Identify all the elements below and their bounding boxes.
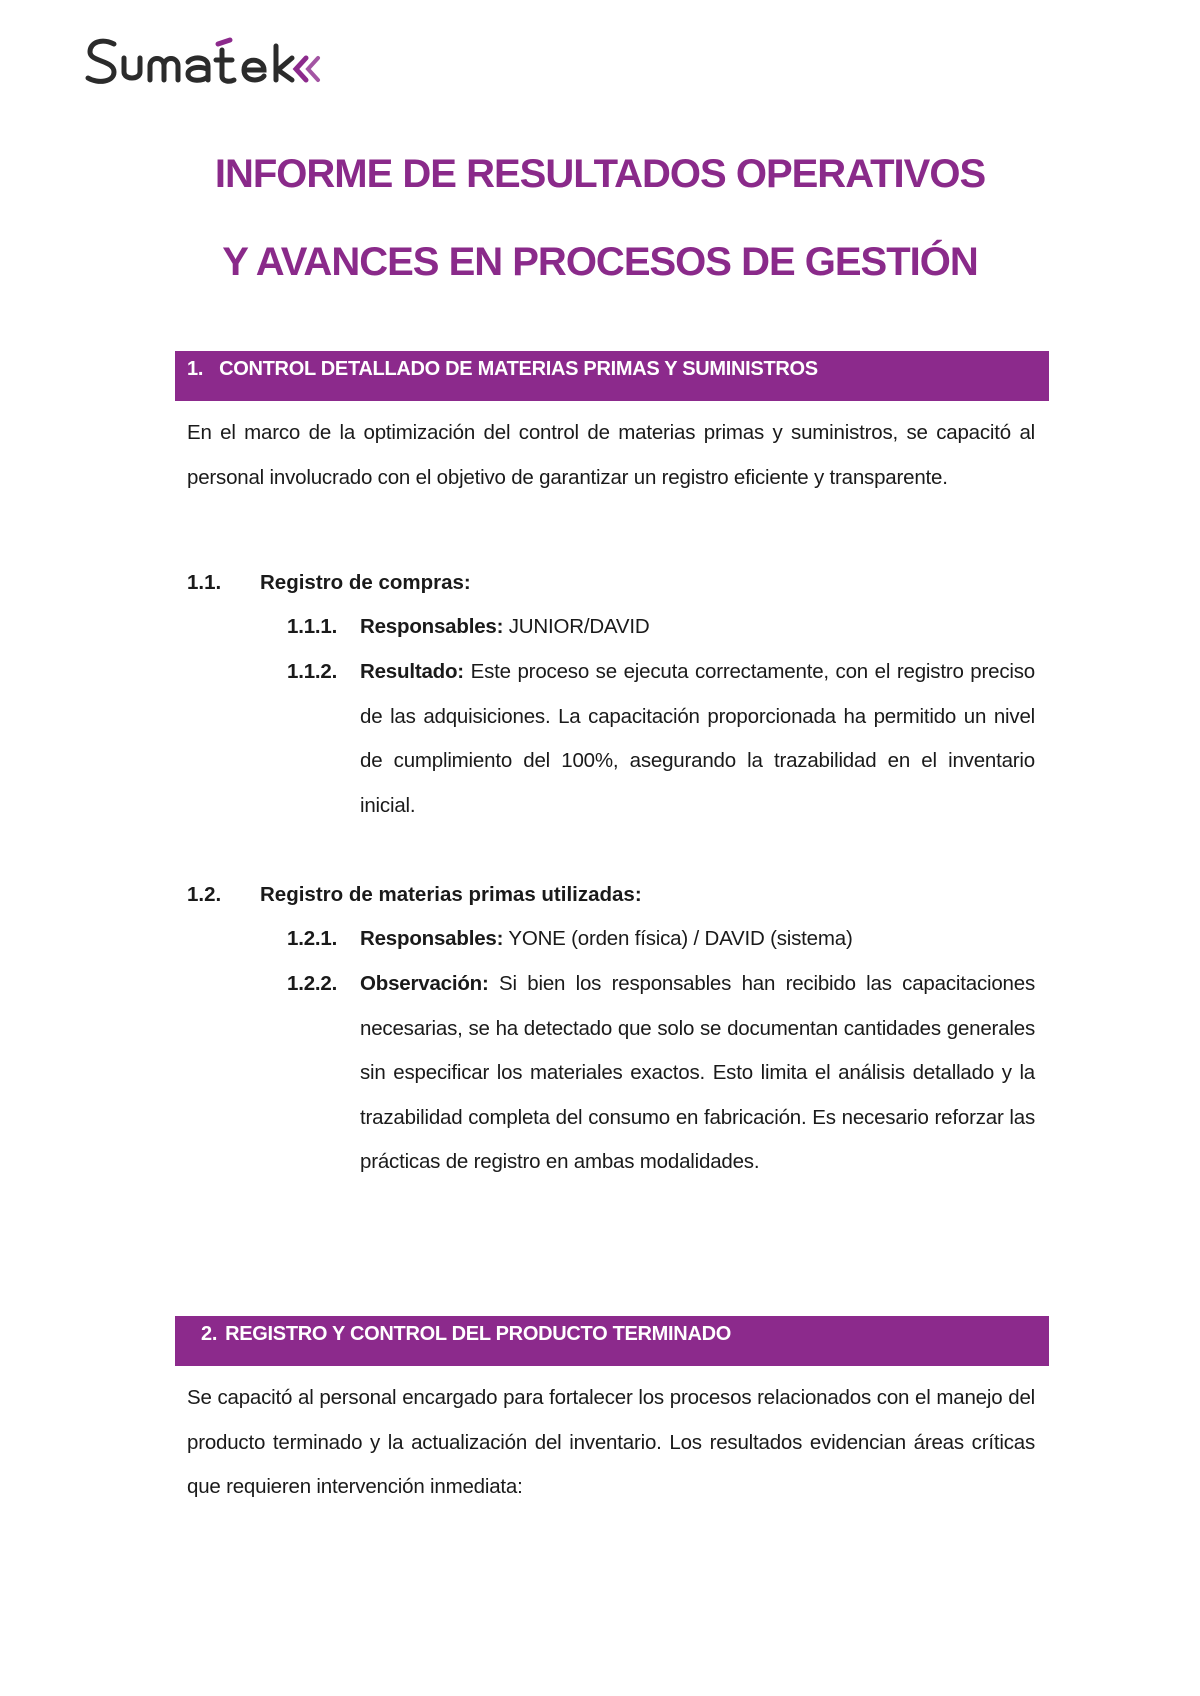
item-1-1-2 xyxy=(287,650,1035,828)
section-2-header xyxy=(175,1316,1049,1366)
item-1-1-1-label: Responsables: xyxy=(360,615,504,638)
item-1-2-2 xyxy=(287,962,1035,1185)
subsection-1-1-number: 1.1. xyxy=(187,571,222,594)
item-1-1-1 xyxy=(287,605,1035,650)
subsection-1-1-title: Registro de compras: xyxy=(260,571,471,594)
item-1-1-1-text: JUNIOR/DAVID xyxy=(503,615,650,638)
item-1-1-2-number: 1.1.2. xyxy=(287,660,338,683)
document-title-line-2: Y AVANCES EN PROCESOS DE GESTIÓN xyxy=(222,240,978,284)
subsection-1-1-heading xyxy=(187,568,471,598)
section-1-header xyxy=(175,351,1049,401)
item-1-2-2-label: Observación: xyxy=(360,972,489,995)
item-1-2-1-number: 1.2.1. xyxy=(287,927,338,950)
item-1-1-2-label: Resultado: xyxy=(360,660,464,683)
item-1-1-2-text: Este proceso se ejecuta correctamente, con el registro preciso de las adquisiciones. La capacitación proporcionada ha permitido un nivel de cumplimiento del 100%, asegurando la trazabilidad en el inventario inicial. xyxy=(360,660,1035,817)
document-title-line-1: INFORME DE RESULTADOS OPERATIVOS xyxy=(214,152,986,196)
item-1-2-1-label: Responsables: xyxy=(360,927,504,950)
sumatek-logo xyxy=(84,28,324,98)
item-1-2-1-text: YONE (orden física) / DAVID (sistema) xyxy=(503,927,853,950)
subsection-1-2-number: 1.2. xyxy=(187,883,222,906)
section-1-intro: En el marco de la optimización del control de materias primas y suministros, se capacitó al personal involucrado con el objetivo de garantizar un registro eficiente y transparente. xyxy=(187,421,1035,489)
item-1-2-2-number: 1.2.2. xyxy=(287,972,338,995)
item-1-1-1-number: 1.1.1. xyxy=(287,615,338,638)
section-2-intro: Se capacitó al personal encargado para fortalecer los procesos relacionados con el manejo del producto terminado y la actualización del inventario. Los resultados evidencian áreas críticas que requieren intervención inmediata: xyxy=(187,1386,1035,1498)
subsection-1-2-heading xyxy=(187,880,642,910)
section-2-heading: REGISTRO Y CONTROL DEL PRODUCTO TERMINADO xyxy=(225,1323,731,1345)
section-1-number: 1. xyxy=(187,358,204,380)
subsection-1-2-title: Registro de materias primas utilizadas: xyxy=(260,883,642,906)
sumatek-logo-mark xyxy=(84,28,324,98)
item-1-2-2-text: Si bien los responsables han recibido las capacitaciones necesarias, se ha detectado que solo se documentan cantidades generales sin especificar los materiales exactos. Esto limita el análisis detallado y la trazabilidad completa del consumo en fabricación. Es necesario reforzar las prácticas de registro en ambas modalidades. xyxy=(360,972,1035,1173)
section-1-heading: CONTROL DETALLADO DE MATERIAS PRIMAS Y SUMINISTROS xyxy=(219,358,818,380)
item-1-2-1 xyxy=(287,917,1035,962)
section-2-number: 2. xyxy=(201,1323,218,1345)
